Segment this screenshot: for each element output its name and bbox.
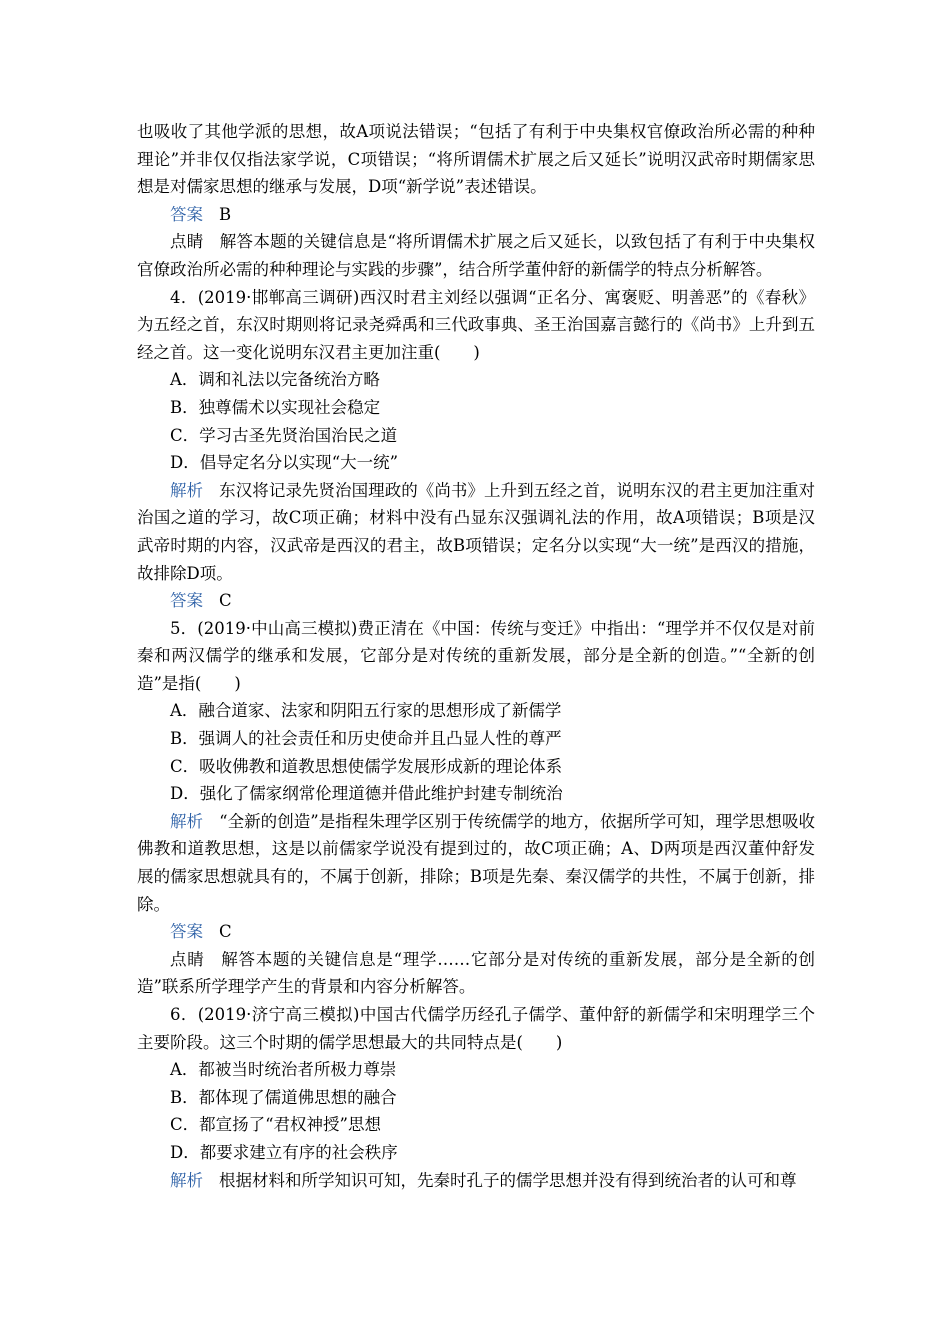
answer-value: B: [219, 204, 232, 224]
analysis-text: 根据材料和所学知识可知，先秦时孔子的儒学思想并没有得到统治者的认可和尊: [219, 1170, 797, 1190]
tip-text: 解答本题的关键信息是“将所谓儒术扩展之后又延长，以致包括了有利于中央集权官僚政治所必需的种种理论与实践的步骤”，结合所学董仲舒的新儒学的特点分析解答。: [137, 232, 815, 279]
answer-label: 答案: [170, 591, 203, 611]
q4-answer: [137, 587, 815, 615]
answer-label: 答案: [170, 204, 203, 224]
q5-analysis: [137, 808, 815, 918]
analysis-text: 东汉将记录先贤治国理政的《尚书》上升到五经之首，说明东汉的君主更加注重对治国之道的学习，故C项正确；材料中没有凸显东汉强调礼法的作用，故A项错误；B项是汉武帝时期的内容，汉武帝是西汉的君主，故B项错误；定名分以实现“大一统”是西汉的措施，故排除D项。: [137, 480, 816, 583]
q6-option-d: D．都要求建立有序的社会秩序: [170, 1142, 398, 1162]
answer-value: C: [219, 591, 232, 611]
q5-option-d: D．强化了儒家纲常伦理道德并借此维护封建专制统治: [170, 784, 563, 804]
q5-option-b: B．强调人的社会责任和历史使命并且凸显人性的尊严: [170, 729, 562, 749]
q3-answer: [137, 201, 815, 229]
q5-option-c: C．吸收佛教和道教思想使儒学发展形成新的理论体系: [170, 756, 563, 776]
q5-tip: [137, 946, 815, 1001]
q5-option-a: A．融合道家、法家和阴阳五行家的思想形成了新儒学: [170, 701, 562, 721]
q4-option-c: C．学习古圣先贤治国治民之道: [170, 425, 398, 445]
document-page: [137, 118, 815, 1194]
q6-option-a: A．都被当时统治者所极力尊崇: [170, 1060, 397, 1080]
analysis-label: 解析: [170, 480, 204, 500]
analysis-text: “全新的创造”是指程朱理学区别于传统儒学的地方，依据所学可知，理学思想吸收佛教和道教思想，这是以前儒家学说没有提到过的，故C项正确；A、D两项是西汉董仲舒发展的儒家思想就具有的，不属于创新，排除；B项是先秦、秦汉儒学的共性，不属于创新，排除。: [137, 811, 816, 914]
q4-option-d: D．倡导定名分以实现“大一统”: [170, 453, 399, 473]
analysis-label: 解析: [170, 1170, 203, 1190]
q6-option-c: C．都宣扬了“君权神授”思想: [170, 1115, 381, 1135]
q6-option-b: B．都体现了儒道佛思想的融合: [170, 1087, 397, 1107]
q4-stem: 4．(2019·邯郸高三调研)西汉时君主刘经以强调“正名分、寓褒贬、明善恶”的《春秋》为五经之首，东汉时期则将记录尧舜禹和三代政事典、圣王治国嘉言懿行的《尚书》上升到五经之首。这一变化说明东汉君主更加注重( ): [137, 287, 815, 362]
analysis-label: 解析: [170, 811, 204, 831]
answer-label: 答案: [170, 922, 203, 942]
q4-analysis: [137, 477, 815, 587]
q3-tip: [137, 228, 815, 283]
q4-option-b: B．独尊儒术以实现社会稳定: [170, 397, 381, 417]
q3-analysis-tail: 也吸收了其他学派的思想，故A项说法错误；“包括了有利于中央集权官僚政治所必需的种种理论”并非仅仅指法家学说，C项错误；“将所谓儒术扩展之后又延长”说明汉武帝时期儒家思想是对儒家思想的继承与发展，D项“新学说”表述错误。: [137, 122, 815, 197]
q4-option-a: A．调和礼法以完备统治方略: [170, 370, 380, 390]
tip-label: 点睛: [170, 949, 205, 969]
q5-stem: 5．(2019·中山高三模拟)费正清在《中国：传统与变迁》中指出：“理学并不仅仅是对前秦和两汉儒学的继承和发展，它部分是对传统的重新发展，部分是全新的创造。”“全新的创造”是指( ): [137, 618, 815, 693]
tip-text: 解答本题的关键信息是“理学……它部分是对传统的重新发展，部分是全新的创造”联系所学理学产生的背景和内容分析解答。: [137, 949, 816, 997]
answer-value: C: [219, 922, 232, 942]
tip-label: 点睛: [170, 232, 204, 252]
q6-analysis: [137, 1167, 815, 1195]
q6-stem: 6．(2019·济宁高三模拟)中国古代儒学历经孔子儒学、董仲舒的新儒学和宋明理学三个主要阶段。这三个时期的儒学思想最大的共同特点是( ): [137, 1005, 815, 1052]
q5-answer: [137, 918, 815, 946]
